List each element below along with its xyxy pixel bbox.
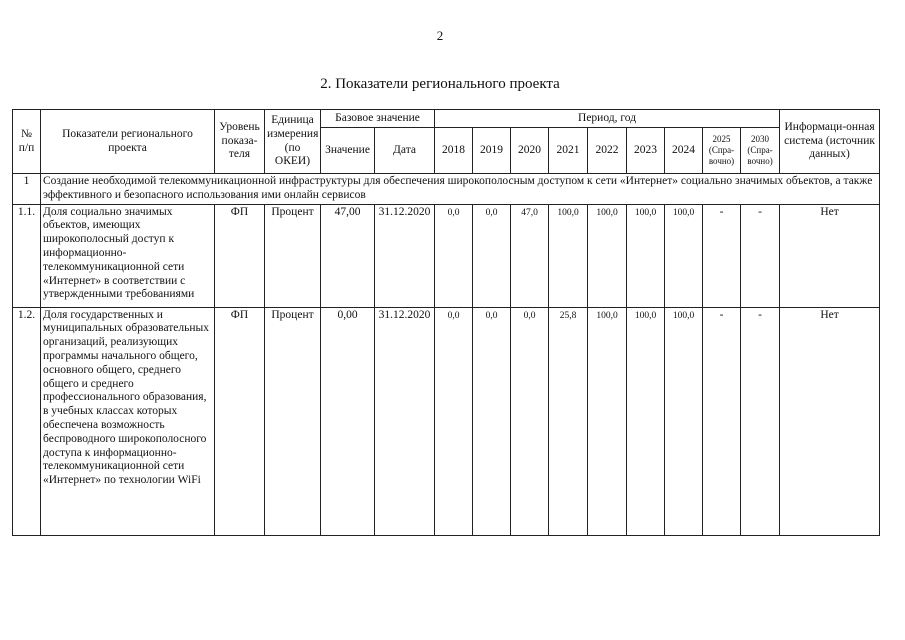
row-level: ФП [215,307,265,535]
header-base-group: Базовое значение [321,110,435,128]
row-base-date: 31.12.2020 [375,204,435,307]
row-value-2030: - [741,307,780,535]
row-value-2025: - [703,307,741,535]
section-num: 1 [13,174,41,205]
header-year-2023: 2023 [627,128,665,174]
row-num: 1.2. [13,307,41,535]
row-unit: Процент [265,307,321,535]
header-indicator: Показатели регионального проекта [41,110,215,174]
header-year-2022: 2022 [588,128,627,174]
row-base-date: 31.12.2020 [375,307,435,535]
header-year-2024: 2024 [665,128,703,174]
row-value-2022: 100,0 [588,204,627,307]
row-value-2025: - [703,204,741,307]
row-value-2021: 25,8 [549,307,588,535]
header-period-group: Период, год [435,110,780,128]
row-info-system: Нет [780,204,880,307]
header-year-2020: 2020 [511,128,549,174]
row-value-2020: 0,0 [511,307,549,535]
row-value-2024: 100,0 [665,204,703,307]
row-value-2018: 0,0 [435,204,473,307]
row-base-value: 47,00 [321,204,375,307]
header-unit: Единица измерения (по ОКЕИ) [265,110,321,174]
header-num: № п/п [13,110,41,174]
row-indicator-name: Доля социально значимых объектов, имеющих широкополосный доступ к информационно-телекоммуникационной сети «Интернет» в соответствии с утвержденными требованиями [41,204,215,307]
row-info-system: Нет [780,307,880,535]
header-info-system: Информаци-онная система (источник данных) [780,110,880,174]
row-value-2030: - [741,204,780,307]
row-unit: Процент [265,204,321,307]
row-value-2020: 47,0 [511,204,549,307]
row-value-2018: 0,0 [435,307,473,535]
row-indicator-name: Доля государственных и муниципальных образовательных организаций, реализующих программы начального общего, основного общего, среднего общего и среднего профессионального образования, в учебных классах которых обеспечена возможность беспроводного широкополосного доступа к информационно-телекоммуникационной сети «Интернет» по технологии WiFi [41,307,215,535]
header-year-2019: 2019 [473,128,511,174]
header-year-2021: 2021 [549,128,588,174]
row-value-2019: 0,0 [473,307,511,535]
section-title: Создание необходимой телекоммуникационной инфраструктуры для обеспечения широкополосным доступом к сети «Интернет» социально значимых объектов, а также эффективного и безопасного использования ими онлайн сервисов [41,174,880,205]
header-level: Уровень показа-теля [215,110,265,174]
row-value-2022: 100,0 [588,307,627,535]
row-value-2023: 100,0 [627,204,665,307]
row-value-2019: 0,0 [473,204,511,307]
section-row [13,174,880,205]
page-number: 2 [436,28,444,43]
indicators-table [12,109,880,536]
page-title: 2. Показатели регионального проекта [320,76,560,92]
row-num: 1.1. [13,204,41,307]
table-row [13,307,880,535]
row-value-2021: 100,0 [549,204,588,307]
header-base-value: Значение [321,128,375,174]
row-value-2024: 100,0 [665,307,703,535]
header-year-2030: 2030 (Спра-вочно) [741,128,780,174]
row-base-value: 0,00 [321,307,375,535]
header-year-2018: 2018 [435,128,473,174]
header-base-date: Дата [375,128,435,174]
row-value-2023: 100,0 [627,307,665,535]
row-level: ФП [215,204,265,307]
header-year-2025: 2025 (Спра-вочно) [703,128,741,174]
table-row [13,204,880,307]
